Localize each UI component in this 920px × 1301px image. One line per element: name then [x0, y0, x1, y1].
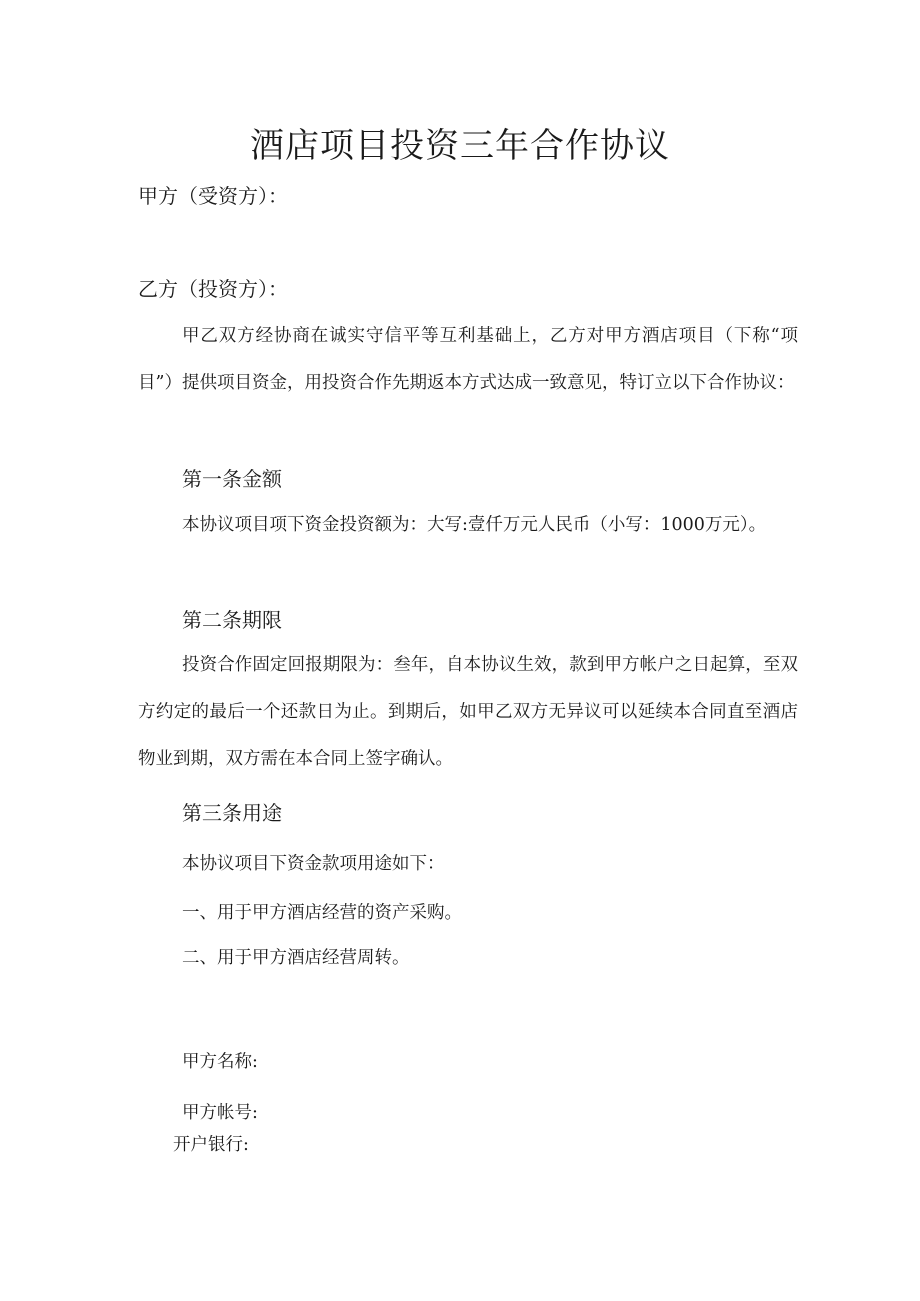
article-3-text: 本协议项目下资金款项用途如下：	[182, 854, 445, 874]
article-1-text: 本协议项目项下资金投资额为：大写:壹仟万元人民币（小写：1000万元）。	[182, 515, 767, 535]
article-2-text: 投资合作固定回报期限为：叁年，自本协议生效，款到甲方帐户之日起算，至双方约定的最后一个还款日为止。到期后，如甲乙双方无异议可以延续本合同直至酒店物业到期，双方需在本合同上签字确认。	[138, 655, 798, 769]
party-a-account-field: 甲方帐号:	[182, 1103, 258, 1123]
party-a-name-field: 甲方名称:	[182, 1052, 258, 1072]
document-title: 酒店项目投资三年合作协议	[250, 126, 670, 166]
bank-field: 开户银行:	[173, 1135, 249, 1155]
intro-paragraph: 甲乙双方经协商在诚实守信平等互利基础上，乙方对甲方酒店项目（下称“项目”）提供项目资金，用投资合作先期返本方式达成一致意见，特订立以下合作协议：	[138, 326, 798, 393]
party-b-label: 乙方（投资方）：	[138, 277, 288, 301]
article-3-heading: 第三条用途	[182, 801, 282, 825]
article-1-heading: 第一条金额	[182, 467, 282, 491]
party-a-label: 甲方（受资方）：	[138, 184, 288, 208]
usage-item-2: 二、用于甲方酒店经营周转。	[182, 948, 410, 968]
usage-item-1: 一、用于甲方酒店经营的资产采购。	[182, 903, 462, 923]
article-2-heading: 第二条期限	[182, 608, 282, 632]
